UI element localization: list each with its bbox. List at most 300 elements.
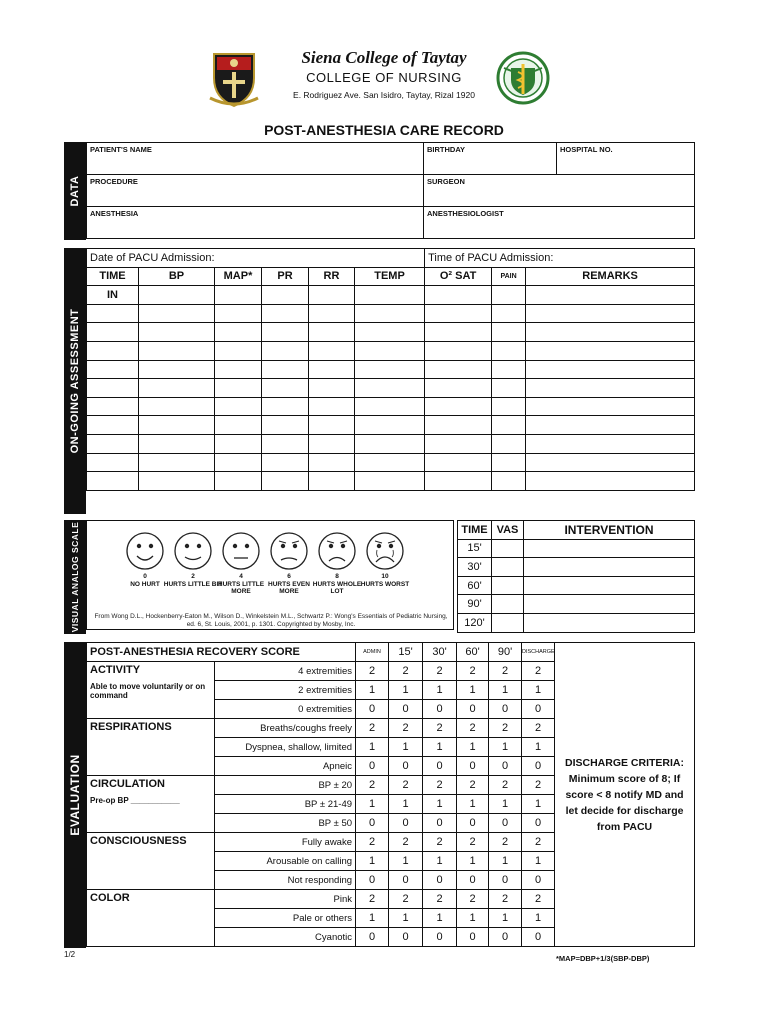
assessment-cell[interactable] [87, 360, 139, 379]
score-value[interactable]: 0 [389, 700, 423, 719]
evaluation-section-label: EVALUATION [64, 642, 86, 948]
score-value[interactable]: 2 [522, 890, 555, 909]
assessment-cell[interactable] [492, 416, 526, 435]
assessment-cell[interactable] [87, 323, 139, 342]
assessment-cell[interactable] [492, 434, 526, 453]
assessment-cell[interactable] [355, 397, 425, 416]
wong-baker-faces-scale [86, 520, 454, 630]
assessment-cell[interactable] [355, 434, 425, 453]
vas-intervention-cell[interactable] [524, 595, 695, 614]
assessment-cell[interactable] [309, 416, 355, 435]
surgeon-field[interactable]: SURGEON [424, 175, 695, 207]
score-criterion: Apneic [215, 757, 356, 776]
score-criterion: BP ± 20 [215, 776, 356, 795]
vas-value-cell[interactable] [492, 595, 524, 614]
assess-col-8: REMARKS [526, 267, 695, 286]
assessment-cell[interactable] [262, 323, 309, 342]
score-value[interactable]: 2 [423, 776, 457, 795]
assessment-cell[interactable] [492, 341, 526, 360]
score-value[interactable]: 0 [522, 814, 555, 833]
score-value[interactable]: 0 [389, 814, 423, 833]
assessment-cell[interactable] [425, 472, 492, 491]
document-title: POST-ANESTHESIA CARE RECORD [264, 122, 504, 138]
vas-intervention-cell[interactable] [524, 576, 695, 595]
score-value[interactable]: 1 [423, 738, 457, 757]
assessment-cell[interactable] [262, 304, 309, 323]
score-value[interactable]: 1 [423, 909, 457, 928]
pain-face-number: 10 [381, 573, 389, 580]
assessment-cell[interactable] [309, 379, 355, 398]
assessment-cell[interactable] [526, 397, 695, 416]
score-value[interactable]: 0 [423, 700, 457, 719]
assessment-cell[interactable] [87, 416, 139, 435]
assessment-cell[interactable] [492, 397, 526, 416]
birthday-field[interactable]: BIRTHDAY [424, 143, 557, 175]
score-title: POST-ANESTHESIA RECOVERY SCORE [87, 643, 356, 662]
assessment-cell[interactable] [262, 434, 309, 453]
score-value[interactable]: 2 [457, 776, 489, 795]
score-value[interactable]: 1 [457, 738, 489, 757]
score-col-2: 30' [423, 643, 457, 662]
score-value[interactable]: 2 [356, 776, 389, 795]
assessment-cell[interactable] [139, 304, 215, 323]
assessment-cell[interactable] [355, 341, 425, 360]
assessment-cell[interactable] [139, 323, 215, 342]
vas-intervention-cell[interactable] [524, 613, 695, 632]
pain-face-8-icon [317, 531, 357, 571]
patient-name-field[interactable]: PATIENT'S NAME [87, 143, 424, 175]
assessment-cell[interactable] [139, 453, 215, 472]
assess-col-4: RR [309, 267, 355, 286]
score-value[interactable]: 2 [389, 662, 423, 681]
assessment-cell[interactable] [492, 323, 526, 342]
pain-face-0-icon [125, 531, 165, 571]
assessment-cell[interactable] [526, 434, 695, 453]
pain-face-number: 6 [287, 573, 291, 580]
anesthesiologist-field[interactable]: ANESTHESIOLOGIST [424, 207, 695, 239]
score-value[interactable]: 1 [389, 852, 423, 871]
score-col-1: 15' [389, 643, 423, 662]
score-value[interactable]: 2 [423, 833, 457, 852]
score-value[interactable]: 2 [423, 662, 457, 681]
score-value[interactable]: 2 [389, 719, 423, 738]
assessment-cell[interactable] [262, 360, 309, 379]
vas-col-time: TIME [458, 521, 492, 540]
assessment-cell[interactable] [262, 453, 309, 472]
score-value[interactable]: 0 [457, 871, 489, 890]
assessment-cell[interactable] [526, 453, 695, 472]
vas-row [458, 558, 695, 577]
vas-row [458, 576, 695, 595]
score-value[interactable]: 0 [489, 928, 522, 947]
assessment-cell[interactable] [425, 341, 492, 360]
pain-face-text: HURTS WORST [360, 580, 410, 588]
assessment-cell[interactable] [526, 286, 695, 305]
score-value[interactable]: 0 [522, 700, 555, 719]
score-value[interactable]: 2 [489, 890, 522, 909]
assessment-cell[interactable] [492, 360, 526, 379]
assessment-cell[interactable]: IN [87, 286, 139, 305]
assessment-cell[interactable] [262, 379, 309, 398]
assessment-cell[interactable] [492, 472, 526, 491]
score-criterion: Arousable on calling [215, 852, 356, 871]
assess-col-2: MAP* [215, 267, 262, 286]
score-value[interactable]: 0 [457, 700, 489, 719]
score-value[interactable]: 2 [356, 662, 389, 681]
assessment-cell[interactable] [309, 360, 355, 379]
score-value[interactable]: 0 [489, 700, 522, 719]
assessment-cell[interactable] [139, 286, 215, 305]
assessment-cell[interactable] [526, 304, 695, 323]
score-value[interactable]: 0 [522, 928, 555, 947]
score-value[interactable]: 2 [489, 719, 522, 738]
assessment-cell[interactable] [526, 472, 695, 491]
assessment-cell[interactable] [215, 323, 262, 342]
score-value[interactable]: 0 [522, 871, 555, 890]
assessment-cell[interactable] [526, 323, 695, 342]
pain-face-text: NO HURT [130, 580, 160, 588]
vas-col-vas: VAS [492, 521, 524, 540]
assessment-cell[interactable] [139, 416, 215, 435]
score-header-row [87, 643, 695, 662]
score-value[interactable]: 1 [522, 909, 555, 928]
score-value[interactable]: 1 [423, 681, 457, 700]
score-value[interactable]: 1 [356, 681, 389, 700]
score-value[interactable]: 2 [489, 662, 522, 681]
assessment-cell[interactable] [355, 379, 425, 398]
assessment-cell[interactable] [425, 453, 492, 472]
assessment-cell[interactable] [215, 304, 262, 323]
assessment-cell[interactable] [87, 453, 139, 472]
assessment-cell[interactable] [425, 434, 492, 453]
pain-face-text: HURTS LITTLE MORE [217, 580, 265, 595]
pain-face-text: HURTS WHOLE LOT [312, 580, 362, 595]
assessment-cell[interactable] [309, 453, 355, 472]
score-value[interactable]: 2 [457, 719, 489, 738]
score-value[interactable]: 2 [489, 776, 522, 795]
assessment-cell[interactable] [87, 379, 139, 398]
score-value[interactable]: 1 [356, 795, 389, 814]
score-criterion: Fully awake [215, 833, 356, 852]
score-value[interactable]: 0 [356, 871, 389, 890]
assessment-cell[interactable] [262, 472, 309, 491]
score-value[interactable]: 1 [457, 795, 489, 814]
data-section-label: DATA [64, 142, 86, 240]
assessment-cell[interactable] [262, 416, 309, 435]
score-col-4: 90' [489, 643, 522, 662]
assessment-cell[interactable] [425, 416, 492, 435]
score-value[interactable]: 1 [489, 681, 522, 700]
pain-face-4-icon [221, 531, 261, 571]
assessment-cell[interactable] [139, 434, 215, 453]
score-value[interactable]: 1 [457, 681, 489, 700]
assessment-cell[interactable] [355, 360, 425, 379]
score-value[interactable]: 0 [457, 928, 489, 947]
assessment-cell[interactable] [139, 397, 215, 416]
assessment-cell[interactable] [425, 379, 492, 398]
score-value[interactable]: 2 [489, 833, 522, 852]
college-subtitle: COLLEGE OF NURSING [306, 70, 462, 85]
assessment-cell[interactable] [215, 472, 262, 491]
score-value[interactable]: 1 [356, 852, 389, 871]
score-value[interactable]: 0 [389, 757, 423, 776]
score-value[interactable]: 2 [389, 890, 423, 909]
vas-value-cell[interactable] [492, 539, 524, 558]
pain-face-number: 4 [239, 573, 243, 580]
assessment-cell[interactable] [87, 472, 139, 491]
assessment-cell[interactable] [87, 434, 139, 453]
assessment-cell[interactable] [87, 341, 139, 360]
score-category: CONSCIOUSNESS [87, 833, 215, 890]
score-value[interactable]: 1 [389, 738, 423, 757]
score-value[interactable]: 0 [457, 757, 489, 776]
assessment-cell[interactable] [215, 397, 262, 416]
assessment-cell[interactable] [87, 304, 139, 323]
assessment-cell[interactable] [425, 323, 492, 342]
college-address: E. Rodriguez Ave. San Isidro, Taytay, Rizal 1920 [293, 90, 475, 100]
score-category-note: Pre-op BP ___________ [87, 795, 215, 833]
assess-col-5: TEMP [355, 267, 425, 286]
vas-time: 90' [458, 595, 492, 614]
assessment-cell[interactable] [355, 453, 425, 472]
assessment-cell[interactable] [355, 286, 425, 305]
assessment-cell[interactable] [492, 453, 526, 472]
score-value[interactable]: 0 [423, 814, 457, 833]
assessment-cell[interactable] [425, 360, 492, 379]
vas-row [458, 613, 695, 632]
score-value[interactable]: 1 [489, 852, 522, 871]
vas-section-label: VISUAL ANALOG SCALE [64, 520, 86, 634]
vas-value-cell[interactable] [492, 576, 524, 595]
assessment-cell[interactable] [309, 304, 355, 323]
assessment-row [87, 397, 695, 416]
assessment-cell[interactable] [215, 341, 262, 360]
assessment-cell[interactable] [425, 397, 492, 416]
score-category: CIRCULATION [87, 776, 215, 795]
score-value[interactable]: 1 [522, 681, 555, 700]
score-criterion: Breaths/coughs freely [215, 719, 356, 738]
assessment-cell[interactable] [309, 397, 355, 416]
score-value[interactable]: 1 [522, 738, 555, 757]
score-value[interactable]: 0 [489, 757, 522, 776]
score-value[interactable]: 0 [423, 871, 457, 890]
assessment-cell[interactable] [526, 379, 695, 398]
score-value[interactable]: 1 [489, 738, 522, 757]
procedure-field[interactable]: PROCEDURE [87, 175, 424, 207]
assess-col-6: O² SAT [425, 267, 492, 286]
assess-col-1: BP [139, 267, 215, 286]
score-criterion: Pink [215, 890, 356, 909]
score-value[interactable]: 2 [356, 719, 389, 738]
score-value[interactable]: 0 [356, 814, 389, 833]
college-name: Siena College of Taytay [301, 48, 467, 67]
score-criterion: 0 extremities [215, 700, 356, 719]
pain-face-number: 2 [191, 573, 195, 580]
assessment-cell[interactable] [355, 416, 425, 435]
score-criterion: BP ± 21-49 [215, 795, 356, 814]
vas-time: 15' [458, 539, 492, 558]
assessment-cell[interactable] [526, 341, 695, 360]
vas-row [458, 539, 695, 558]
map-formula-note: *MAP=DBP+1/3(SBP-DBP) [556, 954, 650, 963]
hospital-no-field[interactable]: HOSPITAL NO. [557, 143, 695, 175]
discharge-criteria [555, 643, 695, 947]
assessment-cell[interactable] [492, 379, 526, 398]
vas-time: 30' [458, 558, 492, 577]
assessment-row [87, 304, 695, 323]
score-value[interactable]: 1 [489, 795, 522, 814]
vas-value-cell[interactable] [492, 613, 524, 632]
assessment-cell[interactable] [309, 341, 355, 360]
score-value[interactable]: 2 [423, 890, 457, 909]
assessment-row [87, 472, 695, 491]
assessment-row [87, 341, 695, 360]
score-category: RESPIRATIONS [87, 719, 215, 776]
score-category-note: Able to move voluntarily or on command [87, 681, 215, 719]
score-value[interactable]: 2 [457, 833, 489, 852]
vas-table [457, 520, 695, 633]
assessment-row [87, 286, 695, 305]
score-value[interactable]: 0 [356, 700, 389, 719]
score-value[interactable]: 0 [423, 928, 457, 947]
pain-face-10-icon [365, 531, 405, 571]
pacu-admission-date[interactable]: Date of PACU Admission: [87, 249, 425, 268]
score-value[interactable]: 2 [389, 776, 423, 795]
faces-citation: From Wong D.L., Hockenberry-Eaton M., Wilson D., Winkelstein M.L., Schwartz P.: Wong's Essentials of Pediatric Nursing, ed. 6, St. Louis, 2001, p. 1301. Copyrighted by Mosby, Inc. [94, 613, 448, 628]
vas-col-intervention: INTERVENTION [524, 521, 695, 540]
score-value[interactable]: 1 [489, 909, 522, 928]
score-value[interactable]: 1 [389, 909, 423, 928]
score-col-0: ADMIN [356, 643, 389, 662]
assessment-cell[interactable] [526, 360, 695, 379]
score-value[interactable]: 1 [522, 795, 555, 814]
vas-time: 120' [458, 613, 492, 632]
assessment-cell[interactable] [492, 286, 526, 305]
assessment-cell[interactable] [309, 286, 355, 305]
assessment-cell[interactable] [425, 304, 492, 323]
assessment-cell[interactable] [87, 397, 139, 416]
score-value[interactable]: 1 [389, 795, 423, 814]
score-value[interactable]: 0 [423, 757, 457, 776]
assessment-cell[interactable] [139, 341, 215, 360]
score-value[interactable]: 0 [389, 928, 423, 947]
vas-intervention-cell[interactable] [524, 539, 695, 558]
assessment-section-label: ON-GOING ASSESSMENT [64, 248, 86, 514]
assessment-cell[interactable] [262, 341, 309, 360]
score-value[interactable]: 0 [356, 928, 389, 947]
score-value[interactable]: 1 [522, 852, 555, 871]
assessment-cell[interactable] [215, 434, 262, 453]
assessment-cell[interactable] [215, 360, 262, 379]
assessment-cell[interactable] [139, 379, 215, 398]
score-value[interactable]: 1 [457, 852, 489, 871]
assessment-cell[interactable] [139, 360, 215, 379]
pain-face-6-icon [269, 531, 309, 571]
assessment-row [87, 416, 695, 435]
score-value[interactable]: 2 [522, 833, 555, 852]
assessment-cell[interactable] [139, 472, 215, 491]
score-value[interactable]: 1 [423, 795, 457, 814]
assess-col-7: PAIN [492, 267, 526, 286]
vas-value-cell[interactable] [492, 558, 524, 577]
score-value[interactable]: 2 [522, 662, 555, 681]
score-criterion: Pale or others [215, 909, 356, 928]
score-value[interactable]: 2 [356, 890, 389, 909]
score-value[interactable]: 1 [356, 909, 389, 928]
score-value[interactable]: 0 [489, 871, 522, 890]
assessment-cell[interactable] [309, 434, 355, 453]
score-value[interactable]: 2 [423, 719, 457, 738]
assessment-cell[interactable] [215, 286, 262, 305]
assessment-cell[interactable] [262, 286, 309, 305]
assessment-cell[interactable] [215, 453, 262, 472]
score-value[interactable]: 2 [457, 890, 489, 909]
assessment-cell[interactable] [215, 416, 262, 435]
assess-col-3: PR [262, 267, 309, 286]
score-value[interactable]: 2 [356, 833, 389, 852]
assessment-cell[interactable] [309, 472, 355, 491]
score-value[interactable]: 2 [522, 719, 555, 738]
assessment-cell[interactable] [355, 323, 425, 342]
score-value[interactable]: 1 [389, 681, 423, 700]
assessment-cell[interactable] [215, 379, 262, 398]
pain-face-text: HURTS EVEN MORE [268, 580, 310, 595]
score-col-3: 60' [457, 643, 489, 662]
score-criterion: 2 extremities [215, 681, 356, 700]
pain-face-text: HURTS LITTLE BIT [163, 580, 223, 588]
pain-face-number: 0 [143, 573, 147, 580]
score-value[interactable]: 2 [522, 776, 555, 795]
score-value[interactable]: 0 [356, 757, 389, 776]
assessment-cell[interactable] [355, 304, 425, 323]
score-category: ACTIVITY [87, 662, 215, 681]
vas-intervention-cell[interactable] [524, 558, 695, 577]
score-value[interactable]: 1 [423, 852, 457, 871]
assessment-cell[interactable] [262, 397, 309, 416]
page-header [0, 40, 768, 110]
score-value[interactable]: 0 [457, 814, 489, 833]
patient-data-table [86, 142, 695, 239]
score-criterion: Dyspnea, shallow, limited [215, 738, 356, 757]
pain-face-2-icon [173, 531, 213, 571]
recovery-score-table [86, 642, 695, 947]
score-criterion: 4 extremities [215, 662, 356, 681]
score-value[interactable]: 0 [389, 871, 423, 890]
vas-time: 60' [458, 576, 492, 595]
assessment-row [87, 453, 695, 472]
assessment-row [87, 379, 695, 398]
pacu-admission-time[interactable]: Time of PACU Admission: [425, 249, 695, 268]
pain-face-number: 8 [335, 573, 339, 580]
score-value[interactable]: 2 [457, 662, 489, 681]
anesthesia-field[interactable]: ANESTHESIA [87, 207, 424, 239]
assessment-cell[interactable] [492, 304, 526, 323]
score-value[interactable]: 2 [389, 833, 423, 852]
score-value[interactable]: 0 [522, 757, 555, 776]
assessment-cell[interactable] [526, 416, 695, 435]
assessment-cell[interactable] [309, 323, 355, 342]
score-value[interactable]: 1 [457, 909, 489, 928]
score-value[interactable]: 0 [489, 814, 522, 833]
score-col-5: DISCHARGE [522, 643, 555, 662]
score-criterion: Cyanotic [215, 928, 356, 947]
assessment-cell[interactable] [355, 472, 425, 491]
score-value[interactable]: 1 [356, 738, 389, 757]
assess-col-0: TIME [87, 267, 139, 286]
discharge-criteria-title: DISCHARGE CRITERIA: [565, 756, 685, 769]
assessment-cell[interactable] [425, 286, 492, 305]
score-criterion: BP ± 50 [215, 814, 356, 833]
